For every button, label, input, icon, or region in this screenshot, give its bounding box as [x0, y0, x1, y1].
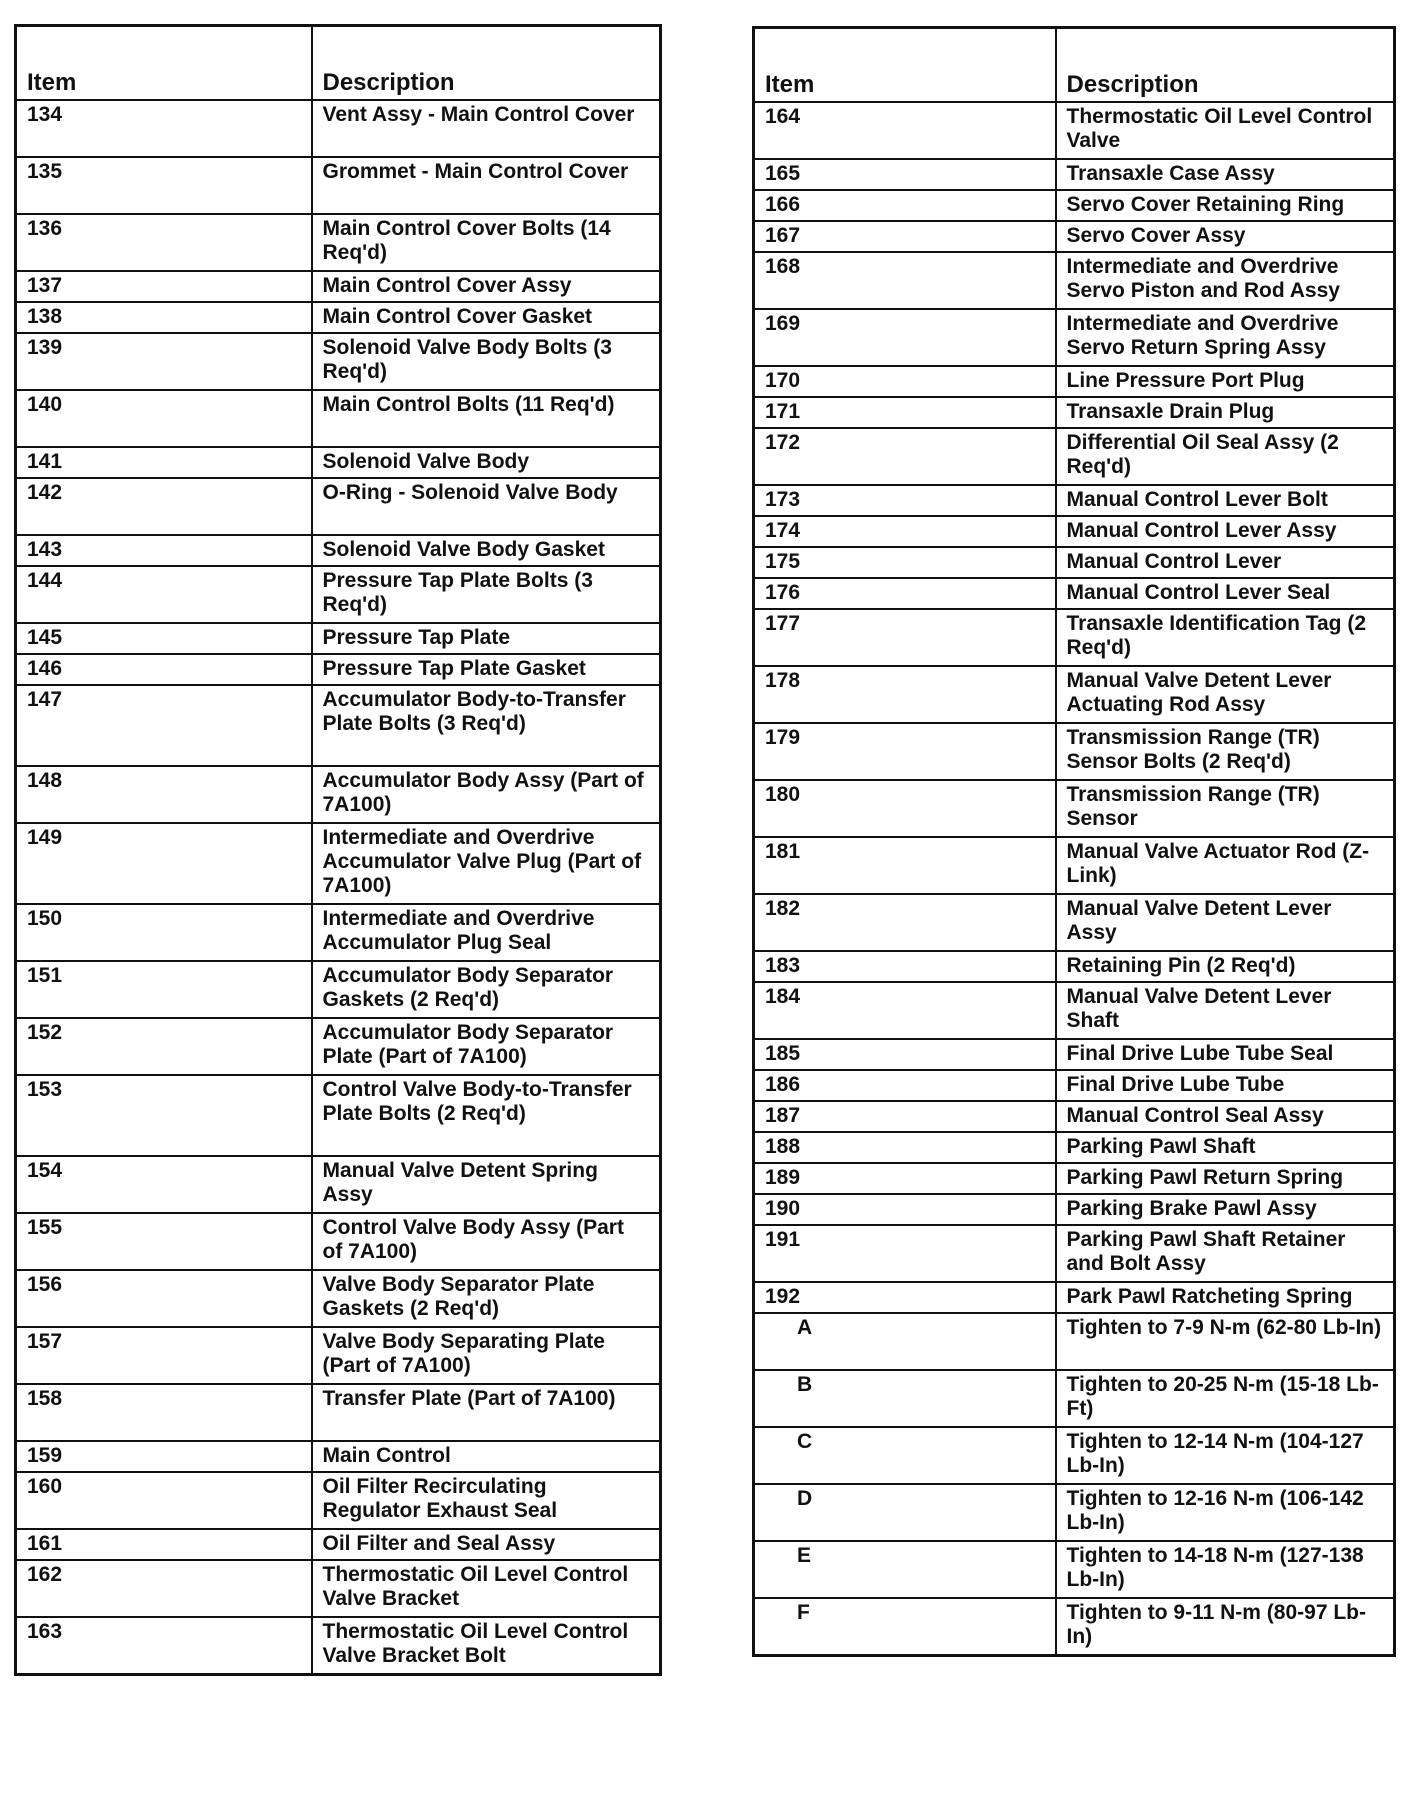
item-number: 176: [754, 578, 1056, 609]
item-number: 171: [754, 397, 1056, 428]
item-number: 189: [754, 1163, 1056, 1194]
description-column-header: Description: [312, 26, 661, 101]
item-number: 162: [16, 1560, 312, 1617]
item-number: 192: [754, 1282, 1056, 1313]
item-description: Accumulator Body Separator Plate (Part of 7A100): [312, 1018, 661, 1075]
table-row: [754, 485, 1395, 516]
item-number: 180: [754, 780, 1056, 837]
table-row: [754, 578, 1395, 609]
description-column-header: Description: [1056, 28, 1395, 103]
table-row: [16, 1441, 661, 1472]
item-number: 143: [16, 535, 312, 566]
item-description: Park Pawl Ratcheting Spring: [1056, 1282, 1395, 1313]
item-letter: B: [754, 1370, 1056, 1427]
item-description: Thermostatic Oil Level Control Valve Bracket: [312, 1560, 661, 1617]
table-row: [754, 1070, 1395, 1101]
item-number: 136: [16, 214, 312, 271]
item-number: 139: [16, 333, 312, 390]
item-number: 190: [754, 1194, 1056, 1225]
table-row: [16, 1270, 661, 1327]
item-description: Transfer Plate (Part of 7A100): [312, 1384, 661, 1441]
item-description: Manual Control Lever: [1056, 547, 1395, 578]
item-number: 134: [16, 100, 312, 157]
torque-spec: Tighten to 14-18 N-m (127-138 Lb-In): [1056, 1541, 1395, 1598]
item-description: Vent Assy - Main Control Cover: [312, 100, 661, 157]
table-row: [16, 654, 661, 685]
table-row: [754, 609, 1395, 666]
item-number: 173: [754, 485, 1056, 516]
item-number: 168: [754, 252, 1056, 309]
item-description: Control Valve Body-to-Transfer Plate Bolts (2 Req'd): [312, 1075, 661, 1156]
item-description: Line Pressure Port Plug: [1056, 366, 1395, 397]
table-row: [754, 547, 1395, 578]
table-row: [754, 1194, 1395, 1225]
table-row: [754, 221, 1395, 252]
item-number: 170: [754, 366, 1056, 397]
item-number: 163: [16, 1617, 312, 1675]
item-number: 169: [754, 309, 1056, 366]
item-number: 137: [16, 271, 312, 302]
item-description: Control Valve Body Assy (Part of 7A100): [312, 1213, 661, 1270]
item-description: Servo Cover Retaining Ring: [1056, 190, 1395, 221]
table-row: [16, 1018, 661, 1075]
table-row: [16, 390, 661, 447]
item-description: Oil Filter and Seal Assy: [312, 1529, 661, 1560]
table-row: [754, 397, 1395, 428]
table-row: [16, 623, 661, 654]
table-row: [754, 1427, 1395, 1484]
table-row: [16, 685, 661, 766]
table-row: [754, 1370, 1395, 1427]
table-row: [754, 1132, 1395, 1163]
item-number: 175: [754, 547, 1056, 578]
table-row: [754, 1541, 1395, 1598]
table-row: [16, 1156, 661, 1213]
item-number: 183: [754, 951, 1056, 982]
table-row: [16, 478, 661, 535]
item-description: O-Ring - Solenoid Valve Body: [312, 478, 661, 535]
item-description: Servo Cover Assy: [1056, 221, 1395, 252]
item-number: 152: [16, 1018, 312, 1075]
item-description: Oil Filter Recirculating Regulator Exhaust Seal: [312, 1472, 661, 1529]
item-number: 185: [754, 1039, 1056, 1070]
item-description: Thermostatic Oil Level Control Valve Bracket Bolt: [312, 1617, 661, 1675]
item-number: 191: [754, 1225, 1056, 1282]
table-row: [754, 516, 1395, 547]
item-letter: A: [754, 1313, 1056, 1370]
item-number: 154: [16, 1156, 312, 1213]
item-description: Grommet - Main Control Cover: [312, 157, 661, 214]
table-row: [754, 837, 1395, 894]
item-description: Accumulator Body Assy (Part of 7A100): [312, 766, 661, 823]
item-description: Manual Control Lever Assy: [1056, 516, 1395, 547]
table-row: [754, 252, 1395, 309]
item-number: 147: [16, 685, 312, 766]
item-description: Manual Control Lever Seal: [1056, 578, 1395, 609]
item-number: 142: [16, 478, 312, 535]
item-description: Intermediate and Overdrive Servo Piston and Rod Assy: [1056, 252, 1395, 309]
item-description: Parking Pawl Shaft Retainer and Bolt Assy: [1056, 1225, 1395, 1282]
item-number: 174: [754, 516, 1056, 547]
item-description: Manual Valve Detent Lever Assy: [1056, 894, 1395, 951]
torque-spec: Tighten to 9-11 N-m (80-97 Lb-In): [1056, 1598, 1395, 1656]
table-row: [754, 309, 1395, 366]
item-number: 166: [754, 190, 1056, 221]
item-number: 161: [16, 1529, 312, 1560]
table-row: [754, 951, 1395, 982]
table-row: [754, 1484, 1395, 1541]
item-description: Intermediate and Overdrive Accumulator Valve Plug (Part of 7A100): [312, 823, 661, 904]
table-row: [16, 333, 661, 390]
item-description: Main Control: [312, 1441, 661, 1472]
table-row: [16, 1560, 661, 1617]
item-description: Valve Body Separating Plate (Part of 7A100): [312, 1327, 661, 1384]
item-number: 188: [754, 1132, 1056, 1163]
table-row: [754, 780, 1395, 837]
table-row: [754, 666, 1395, 723]
table-row: [16, 904, 661, 961]
table-row: [16, 1617, 661, 1675]
item-number: 158: [16, 1384, 312, 1441]
table-row: [754, 190, 1395, 221]
item-number: 187: [754, 1101, 1056, 1132]
item-description: Pressure Tap Plate Gasket: [312, 654, 661, 685]
table-row: [16, 961, 661, 1018]
table-row: [754, 1101, 1395, 1132]
table-row: [754, 1225, 1395, 1282]
item-number: 153: [16, 1075, 312, 1156]
item-description: Main Control Cover Gasket: [312, 302, 661, 333]
item-number: 172: [754, 428, 1056, 485]
item-letter: F: [754, 1598, 1056, 1656]
table-row: [16, 271, 661, 302]
table-row: [16, 1213, 661, 1270]
item-description: Parking Pawl Return Spring: [1056, 1163, 1395, 1194]
table-row: [754, 723, 1395, 780]
item-number: 145: [16, 623, 312, 654]
item-description: Transaxle Case Assy: [1056, 159, 1395, 190]
item-number: 159: [16, 1441, 312, 1472]
item-column-header: Item: [754, 28, 1056, 103]
item-description: Manual Control Seal Assy: [1056, 1101, 1395, 1132]
item-description: Parking Brake Pawl Assy: [1056, 1194, 1395, 1225]
item-description: Solenoid Valve Body Gasket: [312, 535, 661, 566]
item-number: 140: [16, 390, 312, 447]
table-row: [754, 1598, 1395, 1656]
item-description: Final Drive Lube Tube Seal: [1056, 1039, 1395, 1070]
item-column-header: Item: [16, 26, 312, 101]
item-letter: C: [754, 1427, 1056, 1484]
item-description: Transaxle Identification Tag (2 Req'd): [1056, 609, 1395, 666]
table-row: [754, 1163, 1395, 1194]
table-row: [16, 1472, 661, 1529]
item-letter: E: [754, 1541, 1056, 1598]
item-number: 141: [16, 447, 312, 478]
item-number: 181: [754, 837, 1056, 894]
item-description: Parking Pawl Shaft: [1056, 1132, 1395, 1163]
table-row: [16, 823, 661, 904]
item-number: 184: [754, 982, 1056, 1039]
table-row: [754, 1313, 1395, 1370]
table-row: [754, 894, 1395, 951]
item-description: Solenoid Valve Body Bolts (3 Req'd): [312, 333, 661, 390]
item-description: Accumulator Body-to-Transfer Plate Bolts (3 Req'd): [312, 685, 661, 766]
item-number: 160: [16, 1472, 312, 1529]
item-description: Main Control Cover Bolts (14 Req'd): [312, 214, 661, 271]
item-description: Intermediate and Overdrive Servo Return Spring Assy: [1056, 309, 1395, 366]
table-row: [16, 1529, 661, 1560]
table-row: [754, 982, 1395, 1039]
item-description: Manual Valve Detent Lever Actuating Rod Assy: [1056, 666, 1395, 723]
item-number: 156: [16, 1270, 312, 1327]
item-description: Manual Valve Actuator Rod (Z-Link): [1056, 837, 1395, 894]
table-row: [16, 1075, 661, 1156]
table-row: [16, 157, 661, 214]
table-row: [16, 566, 661, 623]
item-number: 138: [16, 302, 312, 333]
item-number: 167: [754, 221, 1056, 252]
table-row: [16, 302, 661, 333]
item-number: 157: [16, 1327, 312, 1384]
item-number: 146: [16, 654, 312, 685]
item-description: Pressure Tap Plate Bolts (3 Req'd): [312, 566, 661, 623]
torque-spec: Tighten to 7-9 N-m (62-80 Lb-In): [1056, 1313, 1395, 1370]
item-description: Thermostatic Oil Level Control Valve: [1056, 102, 1395, 159]
table-row: [16, 766, 661, 823]
table-row: [754, 366, 1395, 397]
torque-spec: Tighten to 12-16 N-m (106-142 Lb-In): [1056, 1484, 1395, 1541]
item-number: 144: [16, 566, 312, 623]
table-row: [16, 535, 661, 566]
item-description: Accumulator Body Separator Gaskets (2 Req'd): [312, 961, 661, 1018]
item-number: 155: [16, 1213, 312, 1270]
item-number: 182: [754, 894, 1056, 951]
table-row: [16, 100, 661, 157]
parts-table-left: [14, 24, 662, 1676]
table-row: [754, 159, 1395, 190]
table-row: [16, 1384, 661, 1441]
item-description: Differential Oil Seal Assy (2 Req'd): [1056, 428, 1395, 485]
item-description: Main Control Cover Assy: [312, 271, 661, 302]
item-number: 186: [754, 1070, 1056, 1101]
item-letter: D: [754, 1484, 1056, 1541]
item-description: Manual Control Lever Bolt: [1056, 485, 1395, 516]
table-row: [754, 1039, 1395, 1070]
torque-spec: Tighten to 20-25 N-m (15-18 Lb-Ft): [1056, 1370, 1395, 1427]
item-number: 135: [16, 157, 312, 214]
torque-spec: Tighten to 12-14 N-m (104-127 Lb-In): [1056, 1427, 1395, 1484]
item-number: 164: [754, 102, 1056, 159]
item-description: Solenoid Valve Body: [312, 447, 661, 478]
table-row: [16, 1327, 661, 1384]
item-number: 148: [16, 766, 312, 823]
item-description: Transmission Range (TR) Sensor: [1056, 780, 1395, 837]
table-row: [16, 447, 661, 478]
item-description: Manual Valve Detent Spring Assy: [312, 1156, 661, 1213]
item-description: Manual Valve Detent Lever Shaft: [1056, 982, 1395, 1039]
item-number: 151: [16, 961, 312, 1018]
item-description: Transaxle Drain Plug: [1056, 397, 1395, 428]
item-number: 178: [754, 666, 1056, 723]
table-row: [754, 1282, 1395, 1313]
item-description: Intermediate and Overdrive Accumulator Plug Seal: [312, 904, 661, 961]
item-number: 165: [754, 159, 1056, 190]
item-description: Main Control Bolts (11 Req'd): [312, 390, 661, 447]
table-row: [754, 428, 1395, 485]
item-number: 149: [16, 823, 312, 904]
item-number: 177: [754, 609, 1056, 666]
item-number: 179: [754, 723, 1056, 780]
table-row: [16, 214, 661, 271]
item-number: 150: [16, 904, 312, 961]
item-description: Pressure Tap Plate: [312, 623, 661, 654]
table-row: [754, 102, 1395, 159]
item-description: Retaining Pin (2 Req'd): [1056, 951, 1395, 982]
item-description: Valve Body Separator Plate Gaskets (2 Req'd): [312, 1270, 661, 1327]
item-description: Final Drive Lube Tube: [1056, 1070, 1395, 1101]
item-description: Transmission Range (TR) Sensor Bolts (2 Req'd): [1056, 723, 1395, 780]
parts-table-right: [752, 26, 1396, 1657]
